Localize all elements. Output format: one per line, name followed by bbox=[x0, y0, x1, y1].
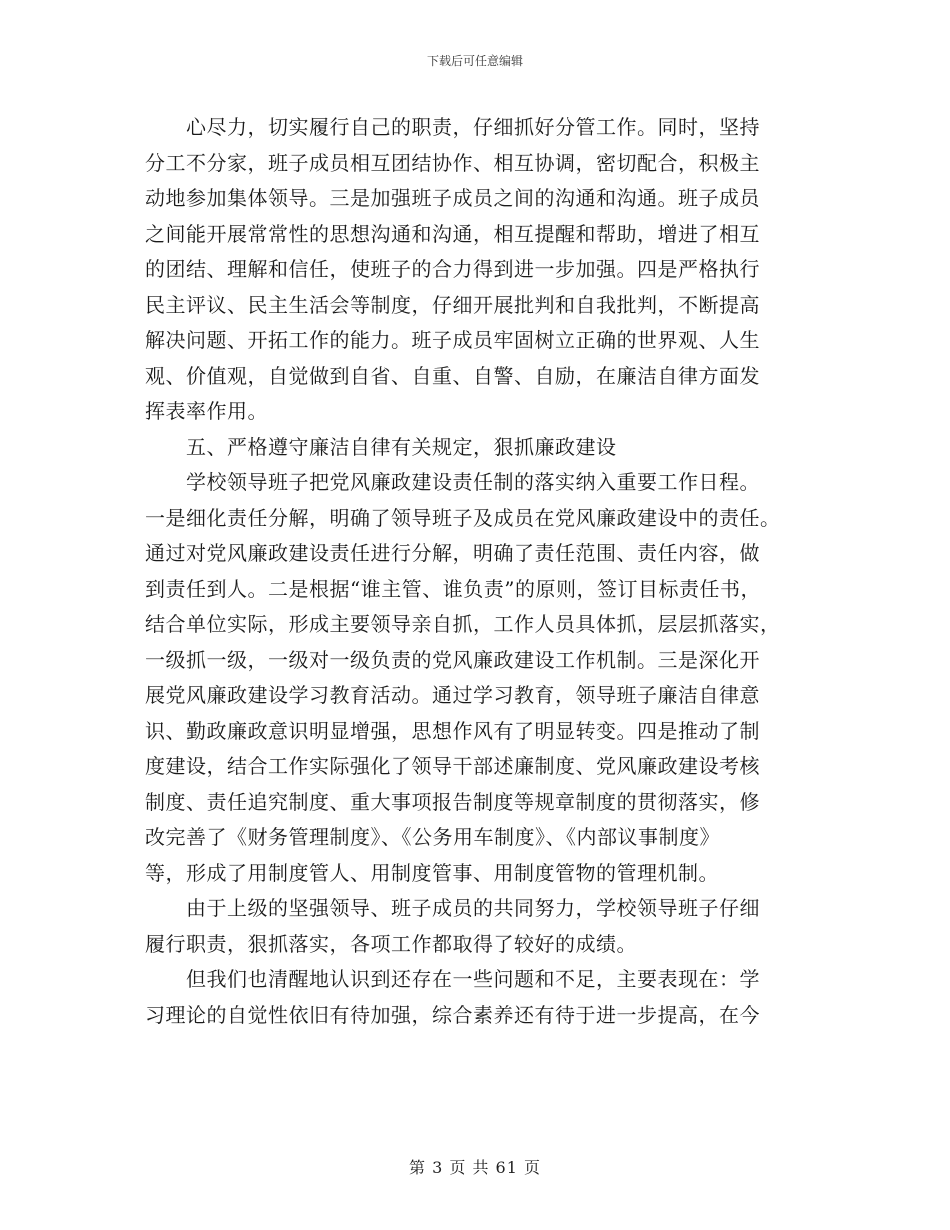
paragraph-line: 一是细化责任分解，明确了领导班子及成员在党风廉政建设中的责任。 bbox=[145, 505, 781, 530]
paragraph-line: 展党风廉政建设学习教育活动。通过学习教育，领导班子廉洁自律意 bbox=[145, 683, 760, 707]
paragraph-line: 制度、责任追究制度、重大事项报告制度等规章制度的贯彻落实，修 bbox=[145, 789, 760, 814]
paragraph-line: 之间能开展常常性的思想沟通和沟通，相互提醒和帮助，增进了相互 bbox=[145, 221, 760, 246]
paragraph-line: 心尽力，切实履行自己的职责，仔细抓好分管工作。同时，坚持 bbox=[186, 115, 760, 139]
paragraph-line: 挥表率作用。 bbox=[145, 399, 268, 423]
paragraph-line: 度建设，结合工作实际强化了领导干部述廉制度、党风廉政建设考核 bbox=[145, 754, 760, 778]
paragraph-line: 通过对党风廉政建设责任进行分解，明确了责任范围、责任内容，做 bbox=[145, 541, 760, 565]
paragraph-line: 等，形成了用制度管人、用制度管事、用制度管物的管理机制。 bbox=[145, 860, 719, 885]
page-header: 下载后可任意编辑 bbox=[426, 54, 523, 68]
paragraph-line: 解决问题、开拓工作的能力。班子成员牢固树立正确的世界观、人生 bbox=[145, 328, 760, 352]
paragraph-line: 履行职责，狠抓落实，各项工作都取得了较好的成绩。 bbox=[145, 931, 637, 956]
paragraph-line: 改完善了《财务管理制度》、《公务用车制度》、《内部议事制度》 bbox=[145, 825, 720, 849]
paragraph-line: 结合单位实际，形成主要领导亲自抓，工作人员具体抓，层层抓落实， bbox=[145, 612, 781, 636]
paragraph-line: 观、价值观，自觉做到自省、自重、自警、自励，在廉洁自律方面发 bbox=[145, 363, 760, 388]
paragraph-line: 的团结、理解和信任，使班子的合力得到进一步加强。四是严格执行 bbox=[145, 257, 760, 281]
document-body bbox=[145, 110, 810, 1033]
paragraph-line: 分工不分家，班子成员相互团结协作、相互协调，密切配合，积极主 bbox=[145, 150, 760, 175]
paragraph-line: 到责任到人。二是根据“谁主管、谁负责”的原则，签订目标责任书， bbox=[145, 576, 761, 601]
paragraph-line: 动地参加集体领导。三是加强班子成员之间的沟通和沟通。班子成员 bbox=[145, 186, 760, 210]
paragraph-line: 由于上级的坚强领导、班子成员的共同努力，学校领导班子仔细 bbox=[186, 896, 760, 920]
paragraph-line: 学校领导班子把党风廉政建设责任制的落实纳入重要工作日程。 bbox=[186, 470, 760, 494]
paragraph-line: 民主评议、民主生活会等制度，仔细开展批判和自我批判，不断提高 bbox=[145, 292, 760, 317]
paragraph-line: 一级抓一级，一级对一级负责的党风廉政建设工作机制。三是深化开 bbox=[145, 647, 760, 672]
paragraph-line: 识、勤政廉政意识明显增强，思想作风有了明显转变。四是推动了制 bbox=[145, 718, 760, 743]
paragraph-line: 习理论的自觉性依旧有待加强，综合素养还有待于进一步提高，在今 bbox=[145, 1002, 760, 1027]
paragraph-line: 但我们也清醒地认识到还存在一些问题和不足，主要表现在：学 bbox=[186, 967, 760, 991]
section-heading: 五、严格遵守廉洁自律有关规定，狠抓廉政建设 bbox=[186, 434, 617, 459]
page-footer: 第 3 页 共 61 页 bbox=[409, 1158, 541, 1177]
